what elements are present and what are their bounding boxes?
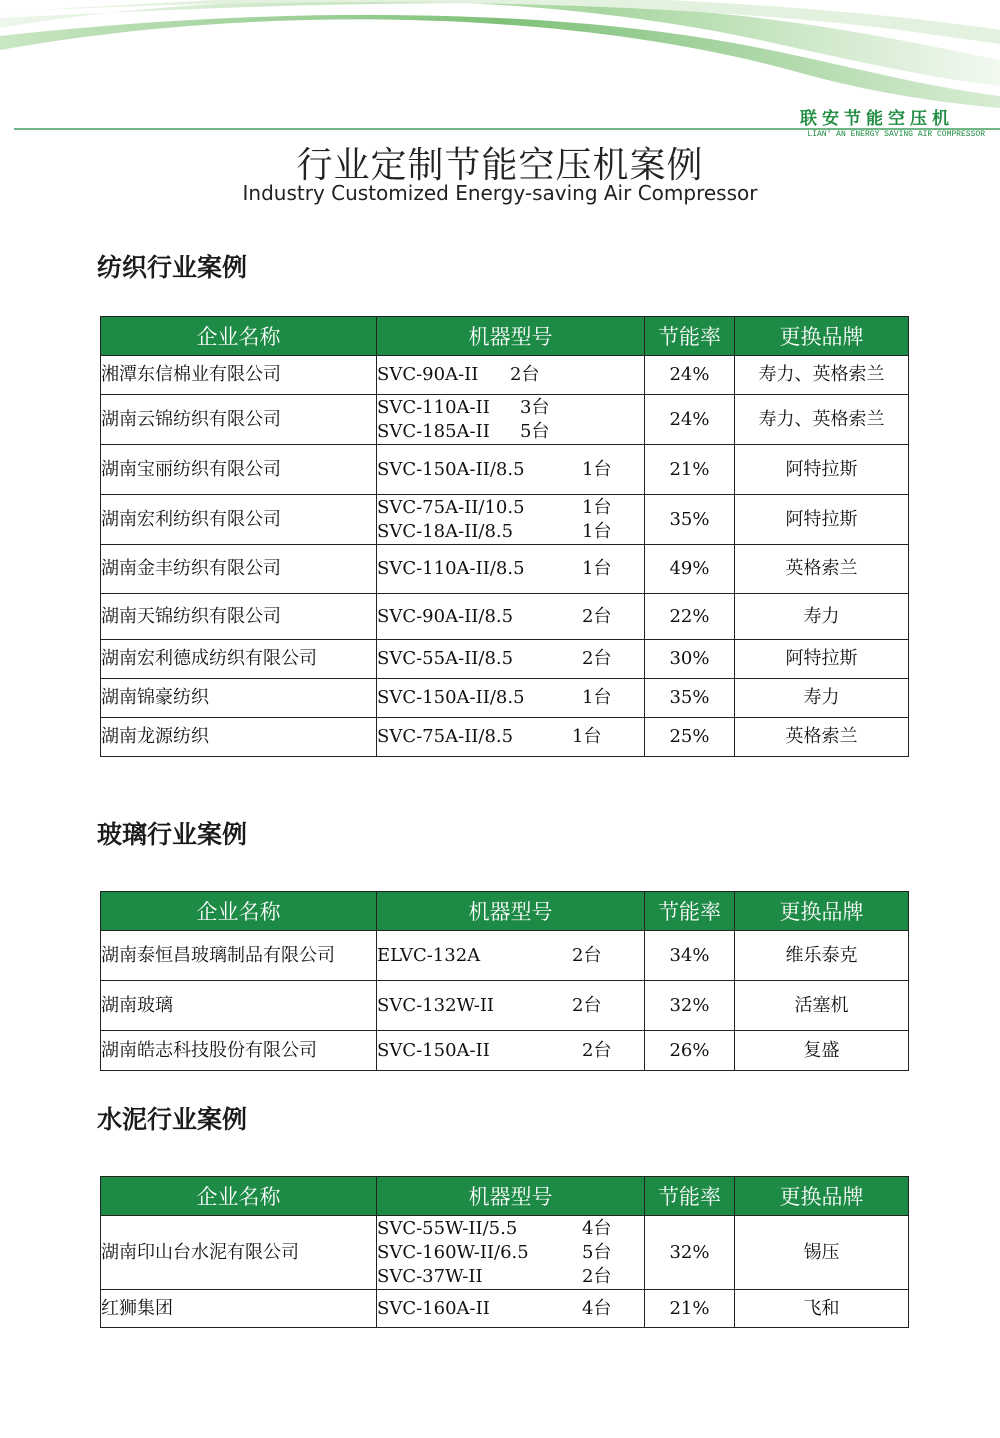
model-code: SVC-90A-II/8.5 bbox=[377, 605, 514, 627]
model-code: SVC-132W-II bbox=[377, 994, 495, 1016]
table-row bbox=[101, 545, 909, 594]
model-code: ELVC-132A bbox=[377, 944, 481, 966]
column-header-model: 机器型号 bbox=[377, 1177, 645, 1216]
table-row bbox=[101, 679, 909, 718]
model-code: SVC-150A-II/8.5 bbox=[377, 687, 525, 708]
model-line bbox=[377, 458, 644, 482]
rate-cell: 32% bbox=[645, 1216, 735, 1290]
rate-cell: 35% bbox=[645, 495, 735, 545]
company-cell: 湖南玻璃 bbox=[101, 981, 377, 1031]
rate-cell: 30% bbox=[645, 640, 735, 679]
brand-cell: 寿力、英格索兰 bbox=[735, 395, 909, 445]
model-line bbox=[377, 647, 644, 671]
model-cell bbox=[377, 1290, 645, 1328]
model-line bbox=[377, 496, 644, 520]
brand-cell: 阿特拉斯 bbox=[735, 640, 909, 679]
company-cell: 湖南泰恒昌玻璃制品有限公司 bbox=[101, 931, 377, 981]
rate-cell: 34% bbox=[645, 931, 735, 981]
model-qty: 5台 bbox=[520, 420, 550, 442]
model-qty: 1台 bbox=[582, 558, 612, 579]
model-cell bbox=[377, 679, 645, 718]
table-header-row bbox=[101, 317, 909, 356]
table-header-row bbox=[101, 1177, 909, 1216]
model-line bbox=[377, 520, 644, 544]
column-header-brand: 更换品牌 bbox=[735, 1177, 909, 1216]
company-cell: 湖南宝丽纺织有限公司 bbox=[101, 445, 377, 495]
model-line bbox=[377, 725, 644, 749]
textile-case-table bbox=[100, 316, 909, 757]
company-cell: 红狮集团 bbox=[101, 1290, 377, 1328]
model-qty: 1台 bbox=[582, 687, 612, 708]
model-code: SVC-55W-II/5.5 bbox=[377, 1217, 518, 1239]
company-cell: 湖南宏利德成纺织有限公司 bbox=[101, 640, 377, 679]
brand-cell: 英格索兰 bbox=[735, 545, 909, 594]
company-cell: 湖南皓志科技股份有限公司 bbox=[101, 1031, 377, 1071]
model-code: SVC-150A-II/8.5 bbox=[377, 458, 525, 480]
model-code: SVC-37W-II bbox=[377, 1265, 483, 1287]
column-header-model: 机器型号 bbox=[377, 892, 645, 931]
model-qty: 2台 bbox=[582, 605, 612, 627]
cement-case-table bbox=[100, 1176, 909, 1328]
model-cell bbox=[377, 981, 645, 1031]
company-cell: 湖南印山台水泥有限公司 bbox=[101, 1216, 377, 1290]
brand-cell: 复盛 bbox=[735, 1031, 909, 1071]
column-header-rate: 节能率 bbox=[645, 317, 735, 356]
model-qty: 3台 bbox=[520, 396, 550, 418]
model-line bbox=[377, 396, 644, 420]
company-cell: 湘潭东信棉业有限公司 bbox=[101, 356, 377, 395]
model-cell bbox=[377, 545, 645, 594]
rate-cell: 49% bbox=[645, 545, 735, 594]
table-row bbox=[101, 356, 909, 395]
table-row bbox=[101, 640, 909, 679]
model-code: SVC-110A-II/8.5 bbox=[377, 558, 525, 579]
model-line bbox=[377, 1241, 644, 1265]
model-line bbox=[377, 420, 644, 444]
model-code: SVC-75A-II/8.5 bbox=[377, 726, 514, 747]
rate-cell: 25% bbox=[645, 718, 735, 757]
table-row bbox=[101, 1216, 909, 1290]
page-title-cn: 行业定制节能空压机案例 bbox=[296, 145, 704, 186]
company-cell: 湖南云锦纺织有限公司 bbox=[101, 395, 377, 445]
rate-cell: 24% bbox=[645, 356, 735, 395]
column-header-company: 企业名称 bbox=[101, 1177, 377, 1216]
column-header-brand: 更换品牌 bbox=[735, 317, 909, 356]
model-qty: 2台 bbox=[572, 994, 602, 1016]
model-qty: 1台 bbox=[582, 458, 612, 480]
model-qty: 1台 bbox=[572, 726, 602, 747]
brand-name-en: LIAN' AN ENERGY SAVING AIR COMPRESSOR bbox=[807, 130, 985, 139]
company-cell: 湖南天锦纺织有限公司 bbox=[101, 594, 377, 640]
model-qty: 2台 bbox=[510, 364, 540, 385]
model-qty: 5台 bbox=[582, 1241, 612, 1263]
section-title-cement: 水泥行业案例 bbox=[97, 1105, 248, 1134]
model-cell bbox=[377, 718, 645, 757]
model-code: SVC-160A-II bbox=[377, 1297, 490, 1319]
company-cell: 湖南锦豪纺织 bbox=[101, 679, 377, 718]
model-code: SVC-185A-II bbox=[377, 420, 490, 442]
model-line bbox=[377, 686, 644, 710]
model-code: SVC-150A-II bbox=[377, 1039, 490, 1061]
table-row bbox=[101, 1031, 909, 1071]
column-header-rate: 节能率 bbox=[645, 892, 735, 931]
table-row bbox=[101, 981, 909, 1031]
table-row bbox=[101, 718, 909, 757]
model-code: SVC-90A-II bbox=[377, 364, 479, 385]
table-header-row bbox=[101, 892, 909, 931]
model-qty: 2台 bbox=[582, 1265, 612, 1287]
model-qty: 4台 bbox=[582, 1297, 612, 1319]
model-line bbox=[377, 1265, 644, 1289]
glass-case-table bbox=[100, 891, 909, 1071]
model-line bbox=[377, 1039, 644, 1063]
model-line bbox=[377, 1297, 644, 1321]
model-cell bbox=[377, 395, 645, 445]
brand-name-cn: 联安节能空压机 bbox=[800, 109, 954, 129]
table-row bbox=[101, 495, 909, 545]
model-qty: 2台 bbox=[572, 944, 602, 966]
model-code: SVC-160W-II/6.5 bbox=[377, 1241, 529, 1263]
rate-cell: 21% bbox=[645, 1290, 735, 1328]
column-header-company: 企业名称 bbox=[101, 317, 377, 356]
model-cell bbox=[377, 1031, 645, 1071]
model-cell bbox=[377, 495, 645, 545]
model-cell bbox=[377, 356, 645, 395]
table-row bbox=[101, 594, 909, 640]
model-code: SVC-110A-II bbox=[377, 396, 490, 418]
model-line bbox=[377, 557, 644, 581]
brand-cell: 阿特拉斯 bbox=[735, 445, 909, 495]
section-title-glass: 玻璃行业案例 bbox=[97, 820, 248, 849]
rate-cell: 26% bbox=[645, 1031, 735, 1071]
brand-cell: 阿特拉斯 bbox=[735, 495, 909, 545]
column-header-brand: 更换品牌 bbox=[735, 892, 909, 931]
column-header-rate: 节能率 bbox=[645, 1177, 735, 1216]
model-cell bbox=[377, 445, 645, 495]
rate-cell: 32% bbox=[645, 981, 735, 1031]
company-cell: 湖南宏利纺织有限公司 bbox=[101, 495, 377, 545]
model-qty: 2台 bbox=[582, 1039, 612, 1061]
model-cell bbox=[377, 1216, 645, 1290]
column-header-company: 企业名称 bbox=[101, 892, 377, 931]
model-cell bbox=[377, 931, 645, 981]
table-row bbox=[101, 395, 909, 445]
table-row bbox=[101, 1290, 909, 1328]
table-row bbox=[101, 931, 909, 981]
model-line bbox=[377, 944, 644, 968]
model-line bbox=[377, 994, 644, 1018]
rate-cell: 24% bbox=[645, 395, 735, 445]
model-code: SVC-18A-II/8.5 bbox=[377, 520, 514, 542]
page-title-en: Industry Customized Energy-saving Air Compressor bbox=[242, 181, 758, 205]
model-qty: 4台 bbox=[582, 1217, 612, 1239]
model-line bbox=[377, 1217, 644, 1241]
model-code: SVC-55A-II/8.5 bbox=[377, 648, 514, 669]
model-line bbox=[377, 363, 644, 387]
section-title-textile: 纺织行业案例 bbox=[97, 253, 248, 282]
company-cell: 湖南金丰纺织有限公司 bbox=[101, 545, 377, 594]
model-cell bbox=[377, 594, 645, 640]
company-cell: 湖南龙源纺织 bbox=[101, 718, 377, 757]
brand-cell: 寿力 bbox=[735, 594, 909, 640]
model-cell bbox=[377, 640, 645, 679]
brand-cell: 锡压 bbox=[735, 1216, 909, 1290]
column-header-model: 机器型号 bbox=[377, 317, 645, 356]
model-code: SVC-75A-II/10.5 bbox=[377, 496, 525, 518]
brand-cell: 寿力 bbox=[735, 679, 909, 718]
model-qty: 1台 bbox=[582, 496, 612, 518]
rate-cell: 35% bbox=[645, 679, 735, 718]
brand-cell: 活塞机 bbox=[735, 981, 909, 1031]
model-qty: 1台 bbox=[582, 520, 612, 542]
brand-cell: 飞和 bbox=[735, 1290, 909, 1328]
rate-cell: 22% bbox=[645, 594, 735, 640]
rate-cell: 21% bbox=[645, 445, 735, 495]
model-line bbox=[377, 605, 644, 629]
brand-cell: 维乐泰克 bbox=[735, 931, 909, 981]
brand-cell: 寿力、英格索兰 bbox=[735, 356, 909, 395]
table-row bbox=[101, 445, 909, 495]
model-qty: 2台 bbox=[582, 648, 612, 669]
brand-cell: 英格索兰 bbox=[735, 718, 909, 757]
